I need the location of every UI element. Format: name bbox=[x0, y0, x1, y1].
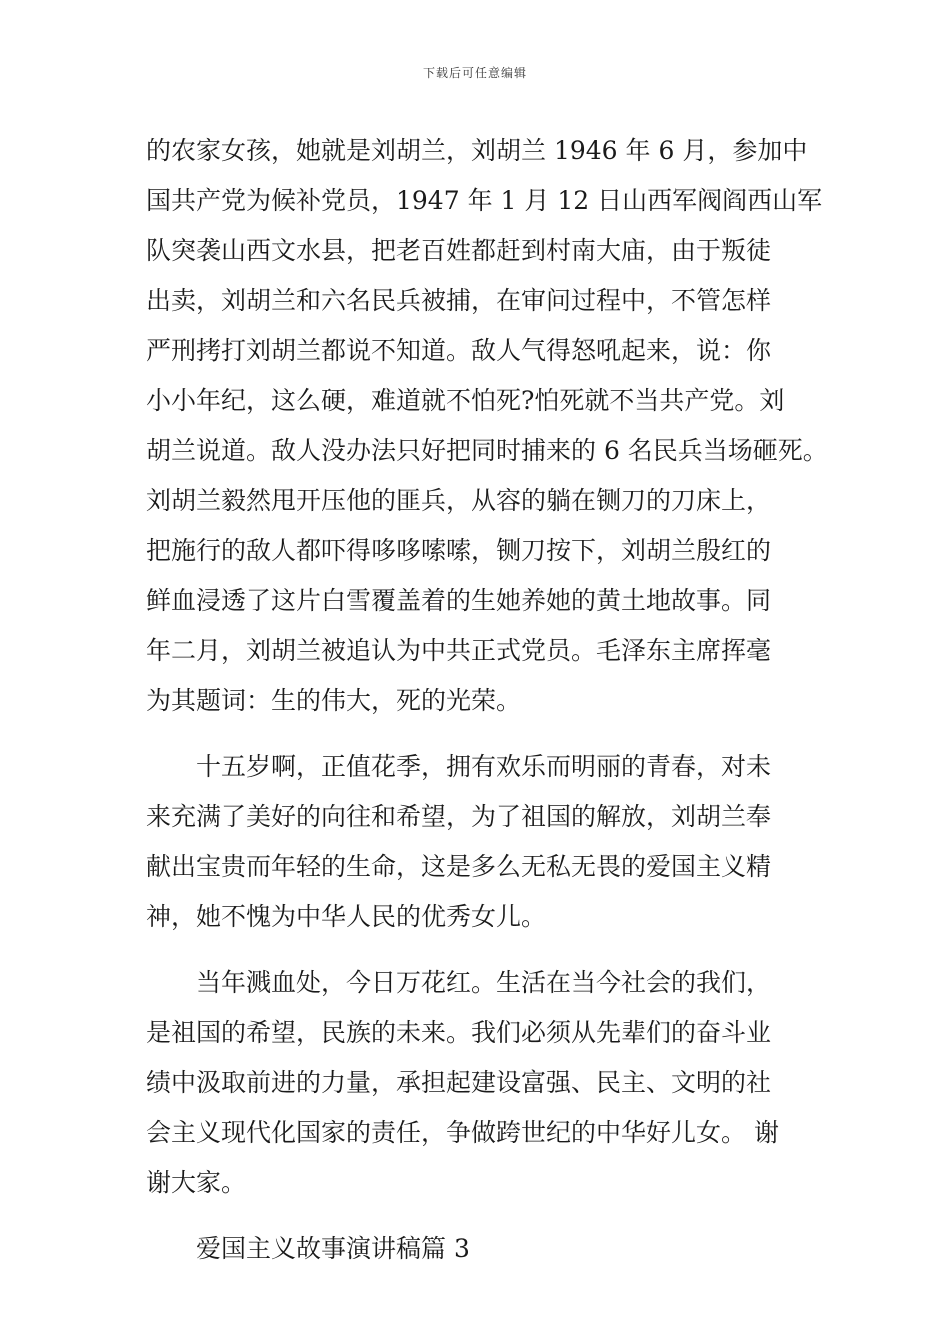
text-line: 神，她不愧为中华人民的优秀女儿。 bbox=[146, 902, 547, 931]
text-line: 是祖国的希望，民族的未来。我们必须从先辈们的奋斗业 bbox=[146, 1018, 772, 1047]
paragraph-3 bbox=[146, 958, 826, 1208]
text-line: 出卖，刘胡兰和六名民兵被捕，在审问过程中，不管怎样 bbox=[146, 286, 772, 315]
text-line: 国共产党为候补党员，1947 年 1 月 12 日山西军阀阎西山军 bbox=[146, 186, 823, 215]
section-heading bbox=[146, 1224, 826, 1274]
text-line: 绩中汲取前进的力量，承担起建设富强、民主、文明的社 bbox=[146, 1068, 772, 1097]
text-line: 小小年纪，这么硬，难道就不怕死?怕死就不当共产党。刘 bbox=[146, 386, 785, 415]
text-line: 严刑拷打刘胡兰都说不知道。敌人气得怒吼起来，说：你 bbox=[146, 336, 772, 365]
text-line: 鲜血浸透了这片白雪覆盖着的生她养她的黄土地故事。同 bbox=[146, 586, 772, 615]
text-line: 来充满了美好的向往和希望，为了祖国的解放，刘胡兰奉 bbox=[146, 802, 772, 831]
text-line: 十五岁啊，正值花季，拥有欢乐而明丽的青春，对未 bbox=[196, 752, 772, 781]
text-line: 把施行的敌人都吓得哆哆嗦嗦，铡刀按下，刘胡兰殷红的 bbox=[146, 536, 772, 565]
text-line: 爱国主义故事演讲稿篇 3 bbox=[196, 1234, 470, 1263]
document-body bbox=[146, 126, 826, 1274]
text-line: 年二月，刘胡兰被追认为中共正式党员。毛泽东主席挥毫 bbox=[146, 636, 772, 665]
text-line: 会主义现代化国家的责任，争做跨世纪的中华好儿女。 谢 bbox=[146, 1118, 779, 1147]
paragraph-1 bbox=[146, 126, 826, 726]
text-line: 为其题词：生的伟大，死的光荣。 bbox=[146, 686, 522, 715]
paragraph-2 bbox=[146, 742, 826, 942]
text-line: 胡兰说道。敌人没办法只好把同时捕来的 6 名民兵当场砸死。 bbox=[146, 436, 828, 465]
text-line: 谢大家。 bbox=[146, 1168, 247, 1197]
text-line: 队突袭山西文水县，把老百姓都赶到村南大庙，由于叛徒 bbox=[146, 236, 772, 265]
page-header: 下载后可任意编辑 bbox=[422, 66, 527, 80]
text-line: 的农家女孩，她就是刘胡兰，刘胡兰 1946 年 6 月，参加中 bbox=[146, 136, 808, 165]
text-line: 当年溅血处，今日万花红。生活在当今社会的我们， bbox=[196, 968, 772, 997]
text-line: 献出宝贵而年轻的生命，这是多么无私无畏的爱国主义精 bbox=[146, 852, 772, 881]
text-line: 刘胡兰毅然甩开压他的匪兵，从容的躺在铡刀的刀床上， bbox=[146, 486, 772, 515]
